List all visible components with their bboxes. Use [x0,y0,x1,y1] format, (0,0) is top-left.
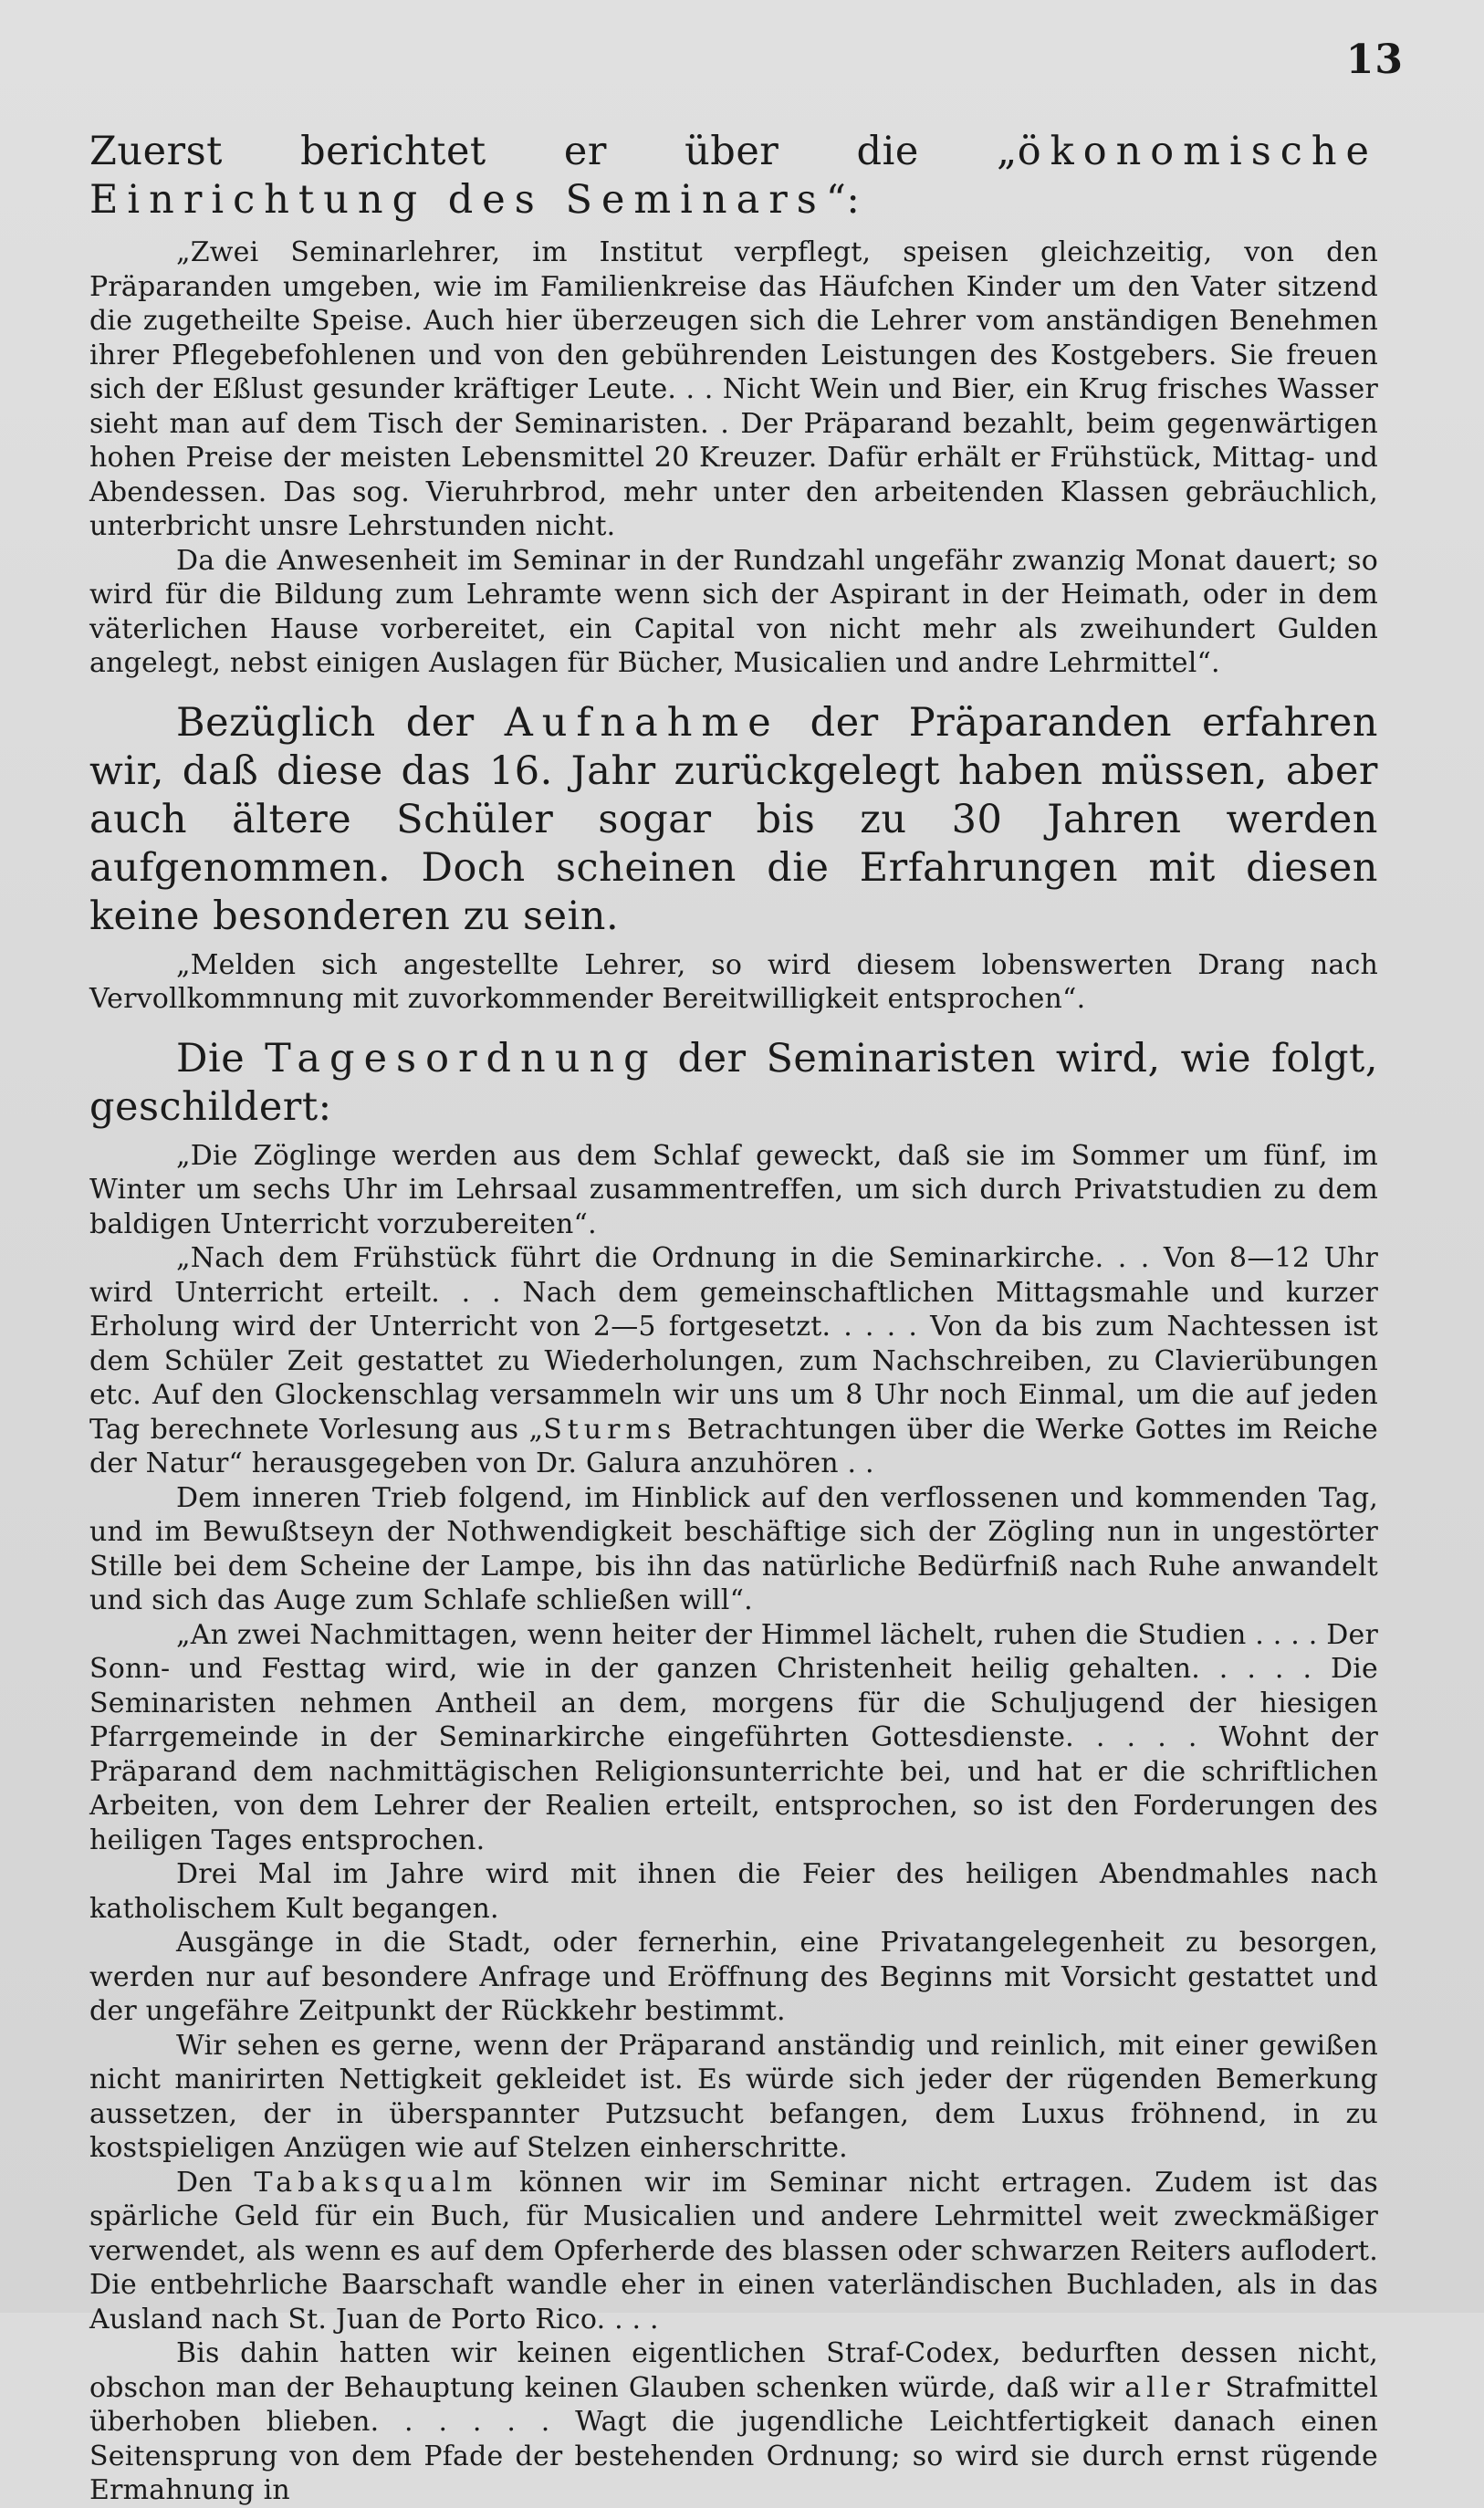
text-run: Dem inneren Trieb folgend, im Hinblick auf den verflossenen und kommenden Tag, und im Bewußtseyn der Nothwendigkeit beschäftige sich der Zögling nun in ungestörter Stille bei dem Scheine der Lampe, bis ihn das natürliche Bedürfniß nach Ruhe anwandelt und sich das Auge zum Schlafe schließen will“. [89,1481,1378,1616]
paragraph [89,699,1378,941]
paragraph [89,1926,1378,2029]
text-run: der Präparanden erfahren wir, daß diese das 16. Jahr zurückgelegt haben müssen, aber auch ältere Schüler sogar bis zu 30 Jahren werden aufgenommen. Doch scheinen die Erfahrungen mit diesen keine besonderen zu sein. [89,699,1378,939]
emphasized-text: Tagesordnung [265,1035,658,1082]
text-run: „Zwei Seminarlehrer, im Institut verpflegt, speisen gleichzeitig, von den Präparanden umgeben, wie im Familienkreise das Häufchen Kinder um den Vater sitzend die zugetheilte Speise. Auch hier überzeugen sich die Lehrer vom anständigen Benehmen ihrer Pflegebefohlenen und von den gebührenden Leistungen des Kostgebers. Sie freuen sich der Eßlust gesunder kräftiger Leute. . . Nicht Wein und Bier, ein Krug frisches Wasser sieht man auf dem Tisch der Seminaristen. . Der Präparand bezahlt, beim gegenwärtigen hohen Preise der meisten Lebensmittel 20 Kreuzer. Dafür erhält er Frühstück, Mittag- und Abendessen. Das sog. Vieruhrbrod, mehr unter den arbeitenden Klassen gebräuchlich, unterbricht unsre Lehrstunden nicht. [89,236,1378,542]
text-run: „Die Zöglinge werden aus dem Schlaf geweckt, daß sie im Sommer um fünf, im Winter um sechs Uhr im Lehrsaal zusammentreffen, um sich durch Privatstudien zu dem baldigen Unterricht vorzubereiten“. [89,1139,1378,1240]
text-run: der Seminaristen wird, wie folgt, geschildert: [89,1035,1378,1130]
paragraph [89,544,1378,681]
text-run: Bis dahin hatten wir keinen eigentlichen Straf-Codex, bedurften dessen nicht, obschon man der Behauptung keinen Glauben schenken würde, daß wir [89,2337,1378,2404]
text-run: Da die Anwesenheit im Seminar in der Rundzahl ungefähr zwanzig Monat dauert; so wird für die Bildung zum Lehramte wenn sich der Aspirant in der Heimath, oder in dem väterlichen Hause vorbereitet, ein Capital von nicht mehr als zweihundert Gulden angelegt, nebst einigen Auslagen für Bücher, Musicalien und andre Lehrmittel“. [89,544,1378,679]
emphasized-text: Sturms [543,1413,677,1446]
text-run: Betrachtungen über die Werke Gottes im Reiche der Natur“ herausgegeben von Dr. Galura anzuhören . . [89,1413,1378,1479]
page-number: 13 [1345,37,1404,83]
page-text [89,128,1378,2508]
paragraph [89,1481,1378,1618]
paragraph [89,2166,1378,2337]
emphasized-text: Aufnahme [504,699,780,746]
text-run: Ausgänge in die Stadt, oder fernerhin, eine Privatangelegenheit zu besorgen, werden nur auf besondere Anfrage und Eröffnung des Beginns mit Vorsicht gestattet und der ungefähre Zeitpunkt der Rückkehr bestimmt. [89,1927,1378,2027]
text-run: „Nach dem Frühstück führt die Ordnung in die Seminarkirche. . . Von 8—12 Uhr wird Unterricht erteilt. . . Nach dem gemeinschaftlichen Mittagsmahle und kurzer Erholung wird der Unterricht von 2—5 fortgesetzt. . . . . Von da bis zum Nachtessen ist dem Schüler Zeit gestattet zu Wiederholungen, zum Nachschreiben, zu Clavierübungen etc. Auf den Glockenschlag versammeln wir uns um 8 Uhr noch Einmal, um die auf jeden Tag berechnete Vorlesung aus „ [89,1242,1378,1446]
text-run: “: [825,177,861,223]
paragraph [89,1241,1378,1481]
emphasized-text: aller [1124,2371,1216,2404]
text-run: Bezüglich der [176,699,505,746]
paragraph [89,1857,1378,1926]
text-run: Drei Mal im Jahre wird mit ihnen die Feier des heiligen Abendmahles nach katholischem Kult begangen. [89,1858,1378,1925]
paragraph [89,948,1378,1017]
text-run: Die [176,1035,266,1082]
text-run: Strafmittel überhoben blieben. . . . . . Wagt die jugendliche Leichtfertigkeit danach einen Seitensprung von dem Pfade der bestehenden Ordnung; so wird sie durch ernst rügende Ermahnung in [89,2371,1378,2506]
paragraph [89,2029,1378,2166]
paragraph [89,1139,1378,1242]
text-run: „Melden sich angestellte Lehrer, so wird diesem lobenswerten Drang nach Vervollkommnung mit zuvorkommender Bereitwilligkeit entsprochen“. [89,948,1378,1015]
paragraph [89,128,1378,225]
paragraph [89,1035,1378,1132]
emphasized-text: ökonomische Einrichtung des Seminars [89,129,1378,223]
paragraph [89,2336,1378,2508]
text-run: „An zwei Nachmittagen, wenn heiter der Himmel lächelt, ruhen die Studien . . . . Der Sonn- und Festtag wird, wie in der ganzen Christenheit heilig gehalten. . . . . Die Seminaristen nehmen Antheil an dem, morgens für die Schuljugend der hiesigen Pfarrgemeinde in der Seminarkirche eingeführten Gottesdienste. . . . . Wohnt der Präparand dem nachmittägischen Religionsunterrichte bei, und hat er die schriftlichen Arbeiten, von dem Lehrer der Realien erteilt, entsprochen, so ist den Forderungen des heiligen Tages entsprochen. [89,1618,1378,1856]
text-run: Zuerst berichtet er über die „ [89,129,1018,174]
text-run: Wir sehen es gerne, wenn der Präparand anständig und reinlich, mit einer gewißen nicht manirirten Nettigkeit gekleidet ist. Es würde sich jeder der rügenden Bemerkung aussetzen, der in überspannter Putzsucht befangen, dem Luxus fröhnend, in zu kostspieligen Anzügen wie auf Stelzen einherschritte. [89,2029,1378,2164]
paragraph [89,235,1378,544]
text-run: können wir im Seminar nicht ertragen. Zudem ist das spärliche Geld für ein Buch, für Musicalien und andere Lehrmittel weit zweckmäßiger verwendet, als wenn es auf dem Opferherde des blassen oder schwarzen Reiters auflodert. Die entbehrliche Baarschaft wandle eher in einen vaterländischen Buchladen, als in das Ausland nach St. Juan de Porto Rico. . . . [89,2166,1379,2336]
text-run: Den [176,2166,255,2199]
paragraph [89,1618,1378,1858]
emphasized-text: Tabaksqualm [254,2166,498,2199]
